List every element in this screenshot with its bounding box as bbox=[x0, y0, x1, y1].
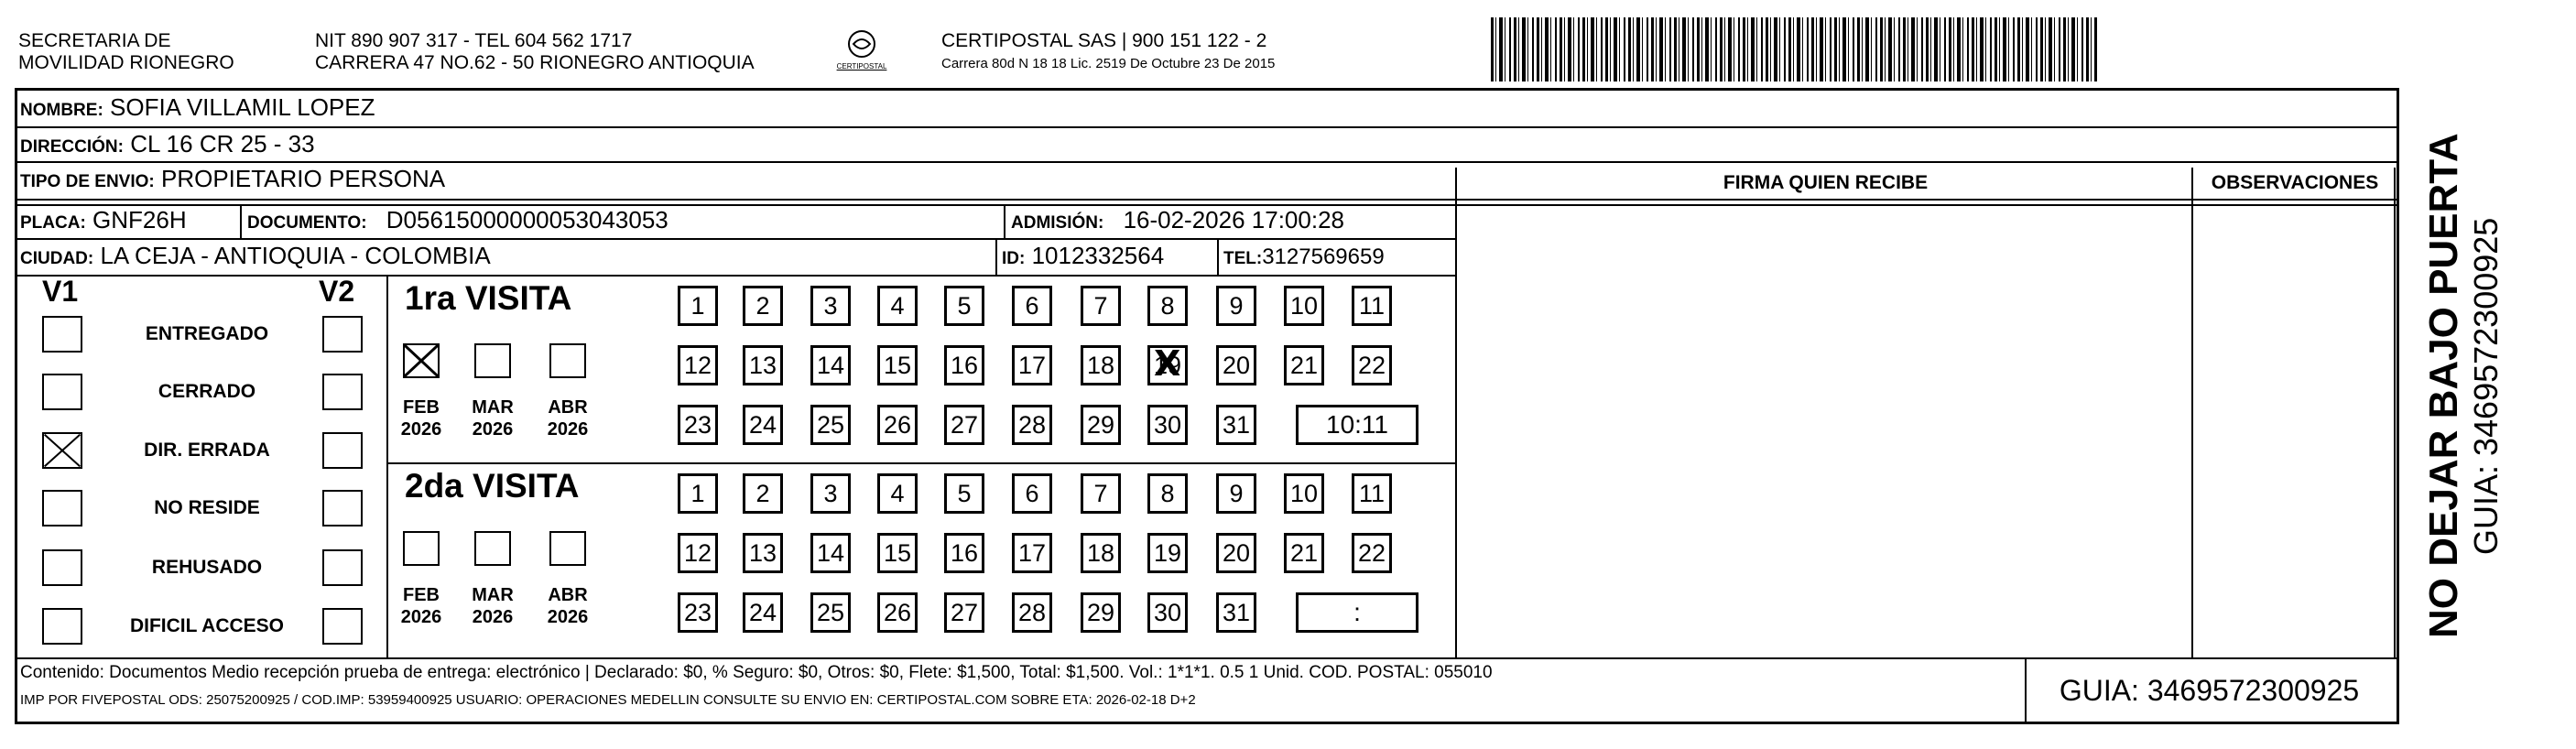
tel-field bbox=[1223, 244, 1385, 273]
time-box[interactable]: : bbox=[1296, 592, 1418, 633]
month-year: 2026 bbox=[547, 607, 589, 627]
v2-checkbox[interactable] bbox=[322, 490, 363, 526]
id-label: ID: bbox=[1002, 249, 1026, 268]
logo-text: CERTIPOSTAL bbox=[836, 62, 887, 71]
id-field bbox=[1002, 242, 1164, 273]
day-box[interactable]: 16 bbox=[944, 345, 984, 385]
day-box[interactable]: 22 bbox=[1352, 533, 1392, 573]
day-box[interactable]: 3 bbox=[810, 473, 851, 514]
v1-checkbox[interactable] bbox=[42, 490, 82, 526]
day-box[interactable]: 30 bbox=[1147, 592, 1188, 633]
day-box[interactable]: 5 bbox=[944, 473, 984, 514]
v2-header: V2 bbox=[319, 275, 355, 308]
day-box[interactable]: 18 bbox=[1081, 533, 1121, 573]
side-warning: NO DEJAR BAJO PUERTA bbox=[2421, 133, 2466, 638]
day-box[interactable]: 8 bbox=[1147, 286, 1188, 326]
month-year: 2026 bbox=[400, 419, 442, 440]
day-box[interactable]: 3 bbox=[810, 286, 851, 326]
status-label: REHUSADO bbox=[151, 557, 263, 578]
day-box[interactable]: 14 bbox=[810, 533, 851, 573]
status-label: DIFICIL ACCESO bbox=[129, 615, 284, 636]
status-label: CERRADO bbox=[158, 381, 256, 402]
time-box[interactable]: 10:11 bbox=[1296, 405, 1418, 445]
tipo-envio-label: TIPO DE ENVIO: bbox=[20, 172, 155, 191]
month-label: ABR bbox=[548, 397, 588, 418]
direccion-value: CL 16 CR 25 - 33 bbox=[130, 130, 315, 157]
day-box[interactable]: 30 bbox=[1147, 405, 1188, 445]
rule bbox=[15, 199, 2399, 201]
day-box[interactable]: 5 bbox=[944, 286, 984, 326]
day-box[interactable]: 8 bbox=[1147, 473, 1188, 514]
documento-label: DOCUMENTO: bbox=[247, 213, 367, 233]
firma-header: FIRMA QUIEN RECIBE bbox=[1723, 172, 1929, 193]
placa-field bbox=[20, 206, 187, 237]
day-box[interactable]: 26 bbox=[877, 592, 918, 633]
day-box[interactable]: 12 bbox=[678, 533, 718, 573]
nit-line2: CARRERA 47 NO.62 - 50 RIONEGRO ANTIOQUIA bbox=[315, 52, 755, 73]
month-label: MAR bbox=[472, 585, 514, 605]
day-box[interactable]: 27 bbox=[944, 405, 984, 445]
rule bbox=[1004, 204, 1005, 238]
visit-title: 2da VISITA bbox=[405, 467, 580, 505]
day-box[interactable]: 1 bbox=[678, 473, 718, 514]
documento-field bbox=[247, 206, 668, 237]
footer-guia: GUIA: 3469572300925 bbox=[2059, 674, 2360, 707]
day-box[interactable]: 13 bbox=[743, 345, 783, 385]
day-box[interactable]: 14 bbox=[810, 345, 851, 385]
nombre-label: NOMBRE: bbox=[20, 101, 103, 120]
tel-label: TEL: bbox=[1223, 249, 1263, 268]
day-box[interactable]: 15 bbox=[877, 345, 918, 385]
day-box[interactable]: 29 bbox=[1081, 405, 1121, 445]
direccion-field bbox=[20, 130, 315, 161]
nombre-value: SOFIA VILLAMIL LOPEZ bbox=[110, 93, 375, 121]
month-checkbox[interactable] bbox=[549, 343, 586, 378]
rule bbox=[386, 462, 1455, 464]
rule bbox=[1455, 168, 1457, 657]
admision-field bbox=[1011, 206, 1344, 237]
day-box[interactable]: 2 bbox=[743, 286, 783, 326]
rule bbox=[15, 126, 2399, 128]
v1-checkbox[interactable] bbox=[42, 432, 82, 469]
direccion-label: DIRECCIÓN: bbox=[20, 137, 124, 157]
day-box[interactable]: 12 bbox=[678, 345, 718, 385]
day-box[interactable]: 1 bbox=[678, 286, 718, 326]
v2-checkbox[interactable] bbox=[322, 549, 363, 586]
tipo-envio-field bbox=[20, 165, 445, 196]
status-label: NO RESIDE bbox=[154, 497, 260, 518]
day-box[interactable]: 28 bbox=[1012, 592, 1052, 633]
day-box[interactable]: 4 bbox=[877, 286, 918, 326]
day-box[interactable]: 31 bbox=[1216, 592, 1256, 633]
day-box[interactable]: 19 bbox=[1147, 533, 1188, 573]
ciudad-label: CIUDAD: bbox=[20, 249, 94, 268]
barcode bbox=[1491, 17, 2097, 81]
day-box[interactable]: 19 X bbox=[1147, 345, 1188, 385]
day-box[interactable]: 27 bbox=[944, 592, 984, 633]
month-label: FEB bbox=[403, 585, 440, 605]
carrier-line1: CERTIPOSTAL SAS | 900 151 122 - 2 bbox=[941, 30, 1267, 51]
day-box[interactable]: 16 bbox=[944, 533, 984, 573]
day-box[interactable]: 7 bbox=[1081, 473, 1121, 514]
month-year: 2026 bbox=[472, 419, 514, 440]
rule bbox=[1217, 238, 1219, 275]
day-box[interactable]: 28 bbox=[1012, 405, 1052, 445]
rule bbox=[15, 657, 2399, 659]
nit-line1: NIT 890 907 317 - TEL 604 562 1717 bbox=[315, 30, 633, 51]
day-box[interactable]: 23 bbox=[678, 405, 718, 445]
status-label: DIR. ERRADA bbox=[144, 440, 270, 461]
day-box[interactable]: 22 bbox=[1352, 345, 1392, 385]
documento-value: D05615000000053043053 bbox=[386, 206, 668, 233]
day-box[interactable]: 11 bbox=[1352, 286, 1392, 326]
day-box[interactable]: 2 bbox=[743, 473, 783, 514]
day-box[interactable]: 20 bbox=[1216, 345, 1256, 385]
rule bbox=[386, 275, 388, 657]
day-box[interactable]: 26 bbox=[877, 405, 918, 445]
day-box[interactable]: 17 bbox=[1012, 345, 1052, 385]
visit-title: 1ra VISITA bbox=[405, 279, 572, 317]
v2-checkbox[interactable] bbox=[322, 316, 363, 353]
rule bbox=[995, 238, 997, 275]
day-box[interactable]: 13 bbox=[743, 533, 783, 573]
rule bbox=[15, 275, 1455, 277]
v2-checkbox[interactable] bbox=[322, 432, 363, 469]
v2-checkbox[interactable] bbox=[322, 374, 363, 410]
day-box[interactable]: 10 bbox=[1284, 473, 1324, 514]
day-box[interactable]: 24 bbox=[743, 405, 783, 445]
month-label: MAR bbox=[472, 397, 514, 418]
day-box[interactable]: 25 bbox=[810, 405, 851, 445]
day-box[interactable]: 6 bbox=[1012, 286, 1052, 326]
carrier-line2: Carrera 80d N 18 18 Lic. 2519 De Octubre 23 De 2015 bbox=[941, 56, 1276, 71]
org-name-line2: MOVILIDAD RIONEGRO bbox=[18, 52, 234, 73]
day-box[interactable]: 25 bbox=[810, 592, 851, 633]
day-box[interactable]: 17 bbox=[1012, 533, 1052, 573]
month-label: FEB bbox=[403, 397, 440, 418]
day-box[interactable]: 20 bbox=[1216, 533, 1256, 573]
day-box[interactable]: 6 bbox=[1012, 473, 1052, 514]
v1-checkbox[interactable] bbox=[42, 374, 82, 410]
rule bbox=[15, 238, 1455, 240]
v1-checkbox[interactable] bbox=[42, 316, 82, 353]
placa-value: GNF26H bbox=[92, 206, 187, 233]
admision-label: ADMISIÓN: bbox=[1011, 213, 1104, 233]
placa-label: PLACA: bbox=[20, 213, 86, 233]
v1-header: V1 bbox=[42, 275, 79, 308]
day-box[interactable]: 4 bbox=[877, 473, 918, 514]
month-checkbox[interactable] bbox=[403, 343, 440, 378]
nombre-field bbox=[20, 93, 375, 125]
day-box[interactable]: 9 bbox=[1216, 286, 1256, 326]
month-label: ABR bbox=[548, 585, 588, 605]
id-value: 1012332564 bbox=[1031, 242, 1165, 269]
day-box[interactable]: 23 bbox=[678, 592, 718, 633]
v2-checkbox[interactable] bbox=[322, 608, 363, 645]
tipo-envio-value: PROPIETARIO PERSONA bbox=[160, 165, 446, 192]
day-box[interactable]: 24 bbox=[743, 592, 783, 633]
side-guia: GUIA: 3469572300925 bbox=[2467, 217, 2505, 555]
month-checkbox[interactable] bbox=[474, 343, 511, 378]
rule bbox=[240, 204, 242, 238]
month-year: 2026 bbox=[400, 607, 442, 627]
observaciones-header: OBSERVACIONES bbox=[2211, 172, 2379, 193]
day-box[interactable]: 18 bbox=[1081, 345, 1121, 385]
day-box[interactable]: 7 bbox=[1081, 286, 1121, 326]
month-year: 2026 bbox=[547, 419, 589, 440]
footer-imp-line: IMP POR FIVEPOSTAL ODS: 25075200925 / COD.IMP: 53959400925 USUARIO: OPERACIONES MEDELLIN CONSULTE SU ENVIO EN: CERTIPOSTAL.COM SOBRE ETA: 2026-02-18 D+2 bbox=[20, 692, 1196, 708]
day-box[interactable]: 29 bbox=[1081, 592, 1121, 633]
ciudad-field bbox=[20, 242, 491, 273]
month-year: 2026 bbox=[472, 607, 514, 627]
month-checkbox[interactable] bbox=[403, 531, 440, 566]
rule bbox=[15, 161, 2399, 163]
v1-checkbox[interactable] bbox=[42, 549, 82, 586]
v1-checkbox[interactable] bbox=[42, 608, 82, 645]
day-box[interactable]: 21 bbox=[1284, 345, 1324, 385]
day-box[interactable]: 10 bbox=[1284, 286, 1324, 326]
day-box[interactable]: 11 bbox=[1352, 473, 1392, 514]
footer-content-line: Contenido: Documentos Medio recepción prueba de entrega: electrónico | Declarado: $0, % Seguro: $0, Otros: $0, Flete: $1,500, Total: $1,500. Vol.: 1*1*1. 0.5 1 Unid. COD. POSTAL: 055010 bbox=[20, 663, 1493, 682]
rule bbox=[2394, 168, 2396, 657]
rule bbox=[2191, 168, 2193, 657]
month-checkbox[interactable] bbox=[549, 531, 586, 566]
tel-value: 3127569659 bbox=[1262, 244, 1385, 269]
status-label: ENTREGADO bbox=[145, 323, 269, 344]
org-name-line1: SECRETARIA DE bbox=[18, 30, 171, 51]
day-box[interactable]: 15 bbox=[877, 533, 918, 573]
certipostal-logo bbox=[835, 27, 888, 73]
day-box[interactable]: 31 bbox=[1216, 405, 1256, 445]
day-box[interactable]: 9 bbox=[1216, 473, 1256, 514]
day-box[interactable]: 21 bbox=[1284, 533, 1324, 573]
month-checkbox[interactable] bbox=[474, 531, 511, 566]
admision-value: 16-02-2026 17:00:28 bbox=[1123, 206, 1344, 233]
ciudad-value: LA CEJA - ANTIOQUIA - COLOMBIA bbox=[100, 242, 491, 269]
